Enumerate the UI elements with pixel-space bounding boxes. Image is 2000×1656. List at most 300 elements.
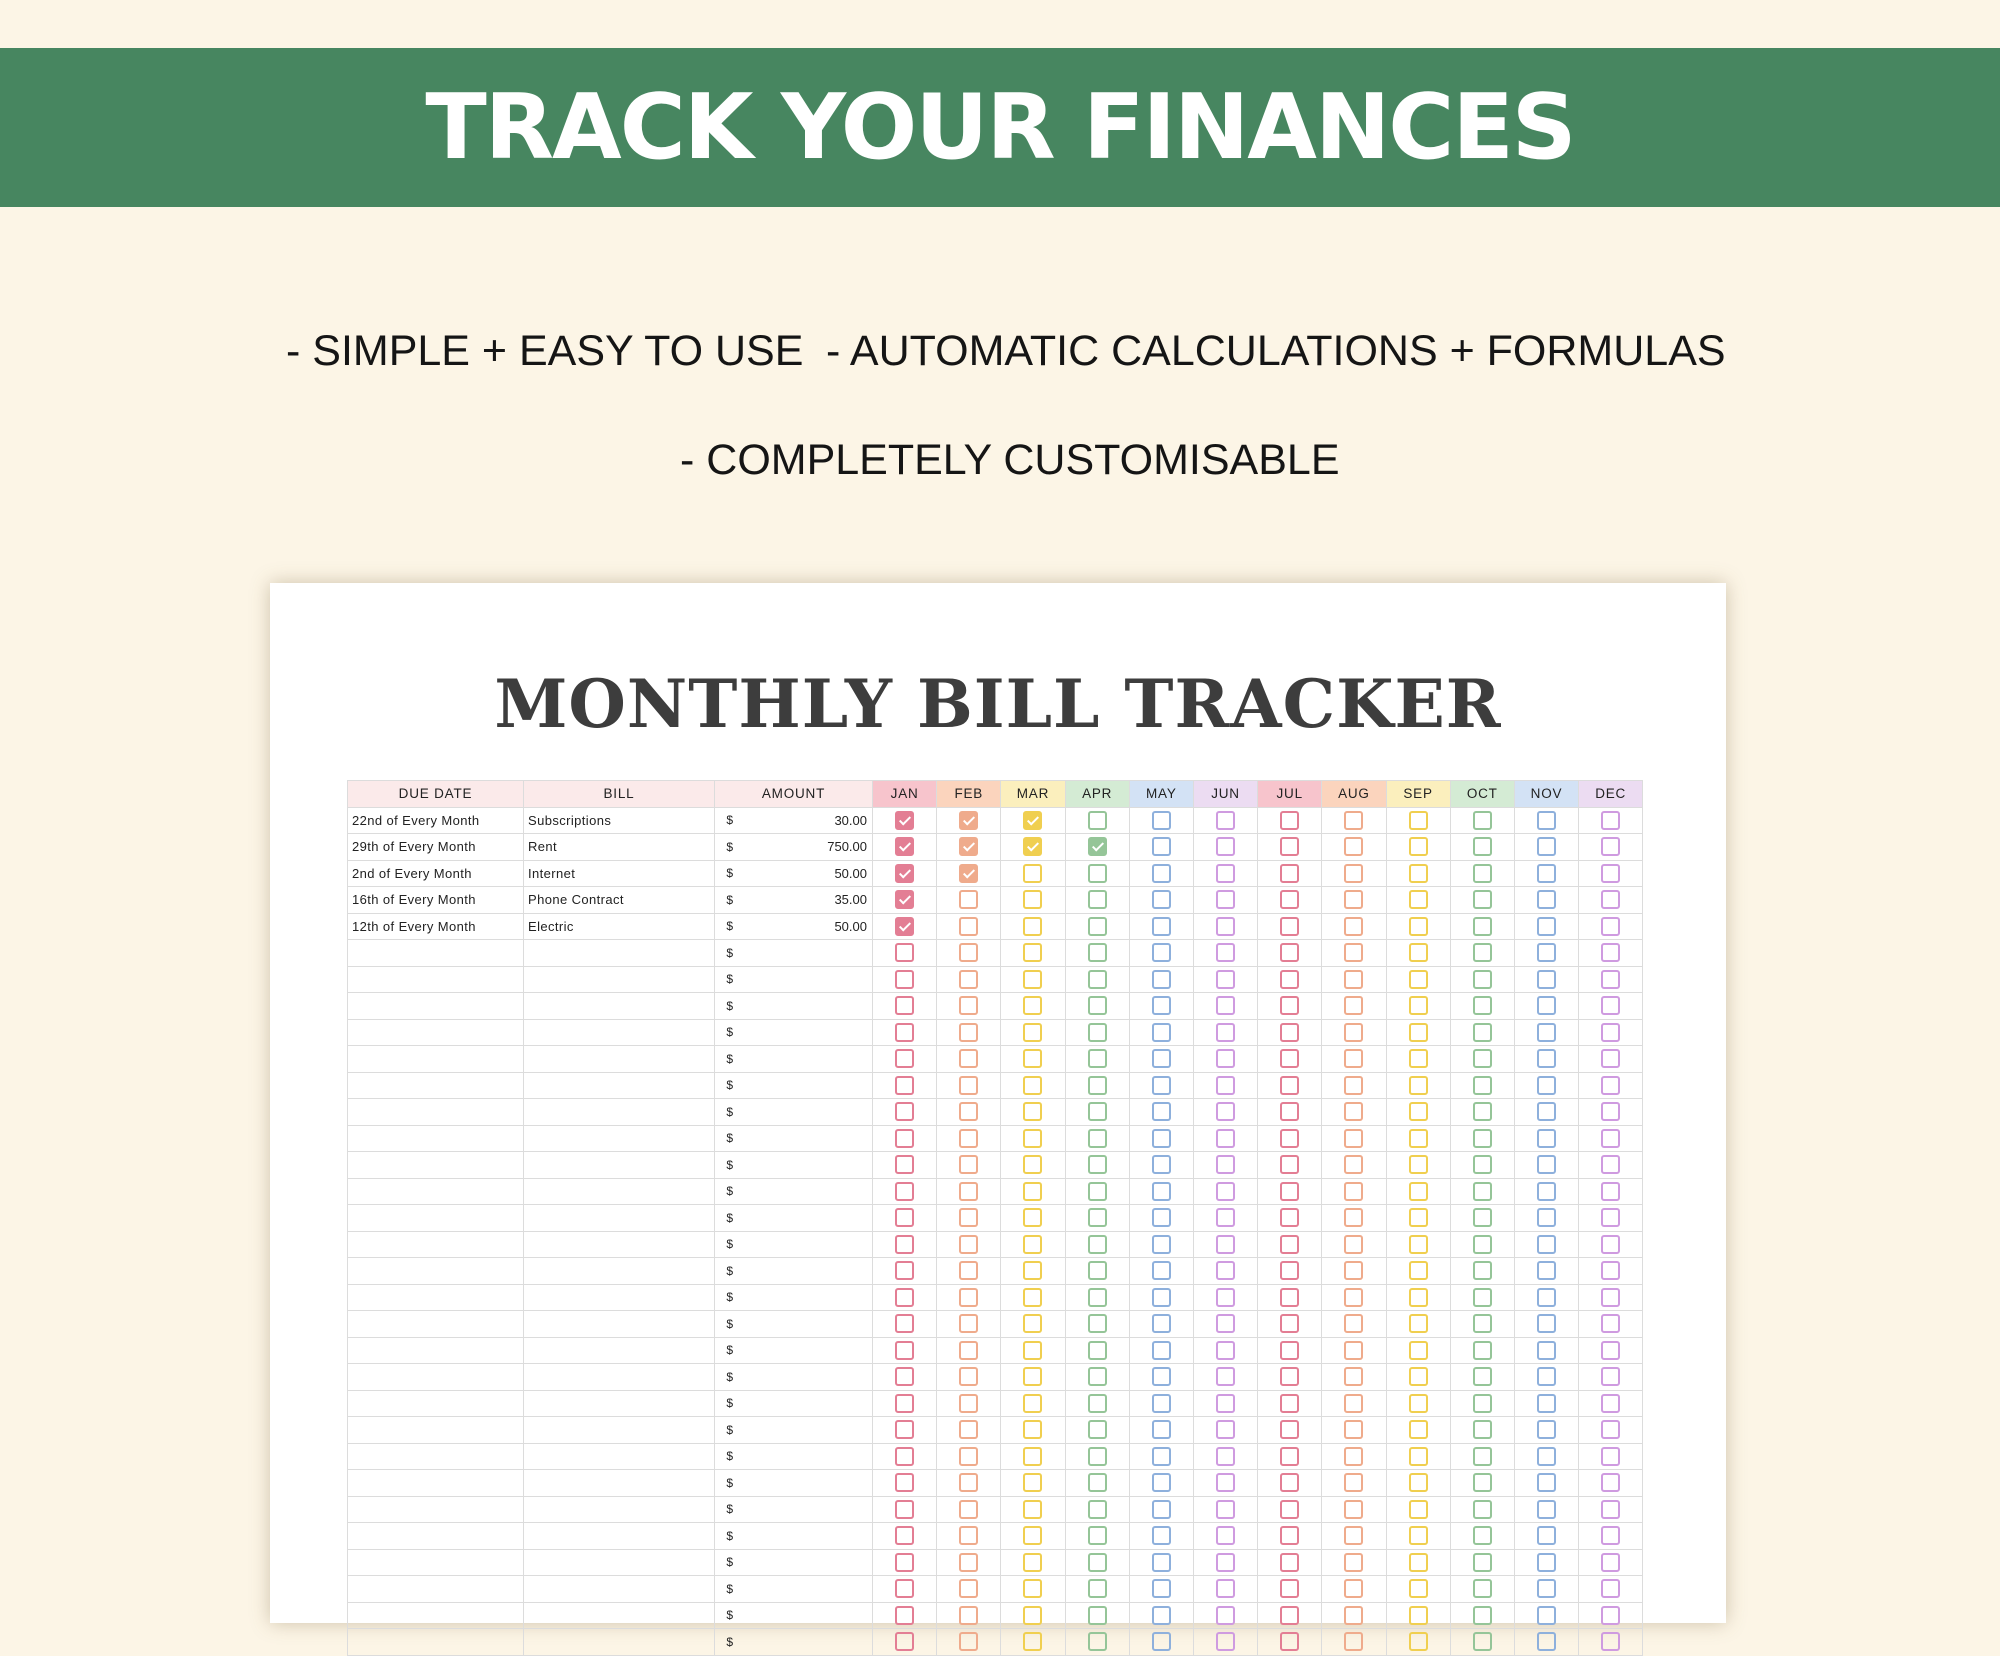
paid-checkbox[interactable] bbox=[1601, 1632, 1620, 1651]
due-date-cell[interactable] bbox=[348, 1549, 524, 1576]
paid-checkbox[interactable] bbox=[1537, 1553, 1556, 1572]
paid-checkbox[interactable] bbox=[1473, 864, 1492, 883]
bill-name-cell[interactable] bbox=[524, 1470, 715, 1497]
paid-checkbox[interactable] bbox=[1023, 1208, 1042, 1227]
paid-checkbox[interactable] bbox=[959, 1208, 978, 1227]
due-date-cell[interactable] bbox=[348, 1576, 524, 1603]
paid-checkbox[interactable] bbox=[1023, 1341, 1042, 1360]
due-date-cell[interactable] bbox=[348, 966, 524, 993]
paid-checkbox[interactable] bbox=[959, 917, 978, 936]
paid-checkbox[interactable] bbox=[1216, 1314, 1235, 1333]
paid-checkbox[interactable] bbox=[1409, 1632, 1428, 1651]
bill-name-cell[interactable] bbox=[524, 1602, 715, 1629]
paid-checkbox[interactable] bbox=[1152, 996, 1171, 1015]
paid-checkbox[interactable] bbox=[1023, 1182, 1042, 1201]
paid-checkbox[interactable] bbox=[1601, 1367, 1620, 1386]
paid-checkbox[interactable] bbox=[959, 943, 978, 962]
amount-cell[interactable] bbox=[745, 1629, 873, 1656]
paid-checkbox[interactable] bbox=[1023, 1367, 1042, 1386]
paid-checkbox[interactable] bbox=[1280, 1314, 1299, 1333]
paid-checkbox[interactable] bbox=[1088, 1553, 1107, 1572]
paid-checkbox[interactable] bbox=[959, 1288, 978, 1307]
paid-checkbox[interactable] bbox=[1280, 890, 1299, 909]
paid-checkbox[interactable] bbox=[1344, 917, 1363, 936]
paid-checkbox[interactable] bbox=[1152, 1341, 1171, 1360]
due-date-cell[interactable] bbox=[348, 1231, 524, 1258]
due-date-cell[interactable] bbox=[348, 940, 524, 967]
paid-checkbox[interactable] bbox=[1152, 1579, 1171, 1598]
paid-checkbox[interactable] bbox=[1088, 970, 1107, 989]
paid-checkbox[interactable] bbox=[895, 1553, 914, 1572]
amount-cell[interactable] bbox=[745, 1311, 873, 1338]
paid-checkbox[interactable] bbox=[1280, 837, 1299, 856]
due-date-cell[interactable] bbox=[348, 1364, 524, 1391]
paid-checkbox[interactable] bbox=[1344, 1261, 1363, 1280]
paid-checkbox[interactable] bbox=[1152, 1632, 1171, 1651]
paid-checkbox[interactable] bbox=[959, 811, 978, 830]
paid-checkbox[interactable] bbox=[959, 1632, 978, 1651]
paid-checkbox[interactable] bbox=[959, 890, 978, 909]
paid-checkbox[interactable] bbox=[1152, 970, 1171, 989]
paid-checkbox[interactable] bbox=[1216, 1500, 1235, 1519]
bill-name-cell[interactable] bbox=[524, 1311, 715, 1338]
paid-checkbox[interactable] bbox=[1409, 1182, 1428, 1201]
paid-checkbox[interactable] bbox=[1280, 1579, 1299, 1598]
paid-checkbox[interactable] bbox=[1409, 811, 1428, 830]
paid-checkbox[interactable] bbox=[959, 1076, 978, 1095]
paid-checkbox[interactable] bbox=[959, 1102, 978, 1121]
paid-checkbox[interactable] bbox=[1473, 1632, 1492, 1651]
paid-checkbox[interactable] bbox=[1023, 1023, 1042, 1042]
paid-checkbox[interactable] bbox=[1152, 1076, 1171, 1095]
paid-checkbox[interactable] bbox=[1601, 864, 1620, 883]
bill-name-cell[interactable] bbox=[524, 1125, 715, 1152]
bill-name-cell[interactable] bbox=[524, 1258, 715, 1285]
paid-checkbox[interactable] bbox=[1537, 996, 1556, 1015]
paid-checkbox[interactable] bbox=[1409, 1288, 1428, 1307]
paid-checkbox[interactable] bbox=[1601, 1473, 1620, 1492]
paid-checkbox[interactable] bbox=[1344, 943, 1363, 962]
paid-checkbox[interactable] bbox=[1473, 1208, 1492, 1227]
paid-checkbox[interactable] bbox=[1601, 943, 1620, 962]
paid-checkbox[interactable] bbox=[1216, 1341, 1235, 1360]
paid-checkbox[interactable] bbox=[1344, 1420, 1363, 1439]
paid-checkbox[interactable] bbox=[959, 1049, 978, 1068]
paid-checkbox[interactable] bbox=[1409, 1314, 1428, 1333]
paid-checkbox[interactable] bbox=[959, 1500, 978, 1519]
paid-checkbox[interactable] bbox=[1152, 1367, 1171, 1386]
paid-checkbox[interactable] bbox=[1473, 943, 1492, 962]
paid-checkbox[interactable] bbox=[959, 837, 978, 856]
paid-checkbox[interactable] bbox=[1409, 996, 1428, 1015]
paid-checkbox[interactable] bbox=[895, 1182, 914, 1201]
paid-checkbox[interactable] bbox=[1473, 1261, 1492, 1280]
paid-checkbox[interactable] bbox=[1473, 1341, 1492, 1360]
amount-cell[interactable] bbox=[745, 1205, 873, 1232]
paid-checkbox[interactable] bbox=[1473, 1579, 1492, 1598]
paid-checkbox[interactable] bbox=[1344, 1473, 1363, 1492]
paid-checkbox[interactable] bbox=[1601, 1208, 1620, 1227]
due-date-cell[interactable] bbox=[348, 1496, 524, 1523]
paid-checkbox[interactable] bbox=[1152, 943, 1171, 962]
paid-checkbox[interactable] bbox=[1473, 1102, 1492, 1121]
paid-checkbox[interactable] bbox=[1280, 1447, 1299, 1466]
amount-cell[interactable] bbox=[745, 1284, 873, 1311]
paid-checkbox[interactable] bbox=[1023, 1261, 1042, 1280]
paid-checkbox[interactable] bbox=[1088, 1447, 1107, 1466]
paid-checkbox[interactable] bbox=[1537, 1341, 1556, 1360]
paid-checkbox[interactable] bbox=[895, 1261, 914, 1280]
paid-checkbox[interactable] bbox=[1537, 864, 1556, 883]
due-date-cell[interactable]: 22nd of Every Month bbox=[348, 807, 524, 834]
paid-checkbox[interactable] bbox=[1537, 1447, 1556, 1466]
paid-checkbox[interactable] bbox=[1601, 1394, 1620, 1413]
paid-checkbox[interactable] bbox=[1537, 1526, 1556, 1545]
paid-checkbox[interactable] bbox=[1152, 1500, 1171, 1519]
paid-checkbox[interactable] bbox=[1537, 1367, 1556, 1386]
paid-checkbox[interactable] bbox=[895, 864, 914, 883]
paid-checkbox[interactable] bbox=[1023, 1632, 1042, 1651]
paid-checkbox[interactable] bbox=[959, 1526, 978, 1545]
paid-checkbox[interactable] bbox=[959, 1420, 978, 1439]
amount-cell[interactable] bbox=[745, 1496, 873, 1523]
paid-checkbox[interactable] bbox=[1023, 1420, 1042, 1439]
bill-name-cell[interactable]: Rent bbox=[524, 834, 715, 861]
due-date-cell[interactable] bbox=[348, 1602, 524, 1629]
paid-checkbox[interactable] bbox=[1537, 837, 1556, 856]
paid-checkbox[interactable] bbox=[959, 864, 978, 883]
paid-checkbox[interactable] bbox=[1409, 1049, 1428, 1068]
paid-checkbox[interactable] bbox=[1537, 1076, 1556, 1095]
paid-checkbox[interactable] bbox=[895, 890, 914, 909]
bill-name-cell[interactable] bbox=[524, 1390, 715, 1417]
paid-checkbox[interactable] bbox=[1601, 1500, 1620, 1519]
bill-name-cell[interactable] bbox=[524, 1046, 715, 1073]
paid-checkbox[interactable] bbox=[1088, 1182, 1107, 1201]
paid-checkbox[interactable] bbox=[1601, 1553, 1620, 1572]
paid-checkbox[interactable] bbox=[895, 1500, 914, 1519]
paid-checkbox[interactable] bbox=[1537, 1129, 1556, 1148]
amount-cell[interactable] bbox=[745, 966, 873, 993]
paid-checkbox[interactable] bbox=[1280, 1208, 1299, 1227]
bill-name-cell[interactable] bbox=[524, 1284, 715, 1311]
paid-checkbox[interactable] bbox=[1473, 1553, 1492, 1572]
paid-checkbox[interactable] bbox=[1088, 996, 1107, 1015]
paid-checkbox[interactable] bbox=[1537, 1102, 1556, 1121]
amount-cell[interactable]: 50.00 bbox=[745, 913, 873, 940]
bill-name-cell[interactable] bbox=[524, 1443, 715, 1470]
paid-checkbox[interactable] bbox=[1601, 1314, 1620, 1333]
paid-checkbox[interactable] bbox=[895, 1394, 914, 1413]
paid-checkbox[interactable] bbox=[1280, 1076, 1299, 1095]
paid-checkbox[interactable] bbox=[1152, 1314, 1171, 1333]
paid-checkbox[interactable] bbox=[1280, 1526, 1299, 1545]
paid-checkbox[interactable] bbox=[1088, 1341, 1107, 1360]
paid-checkbox[interactable] bbox=[1473, 1155, 1492, 1174]
paid-checkbox[interactable] bbox=[1088, 917, 1107, 936]
paid-checkbox[interactable] bbox=[895, 1341, 914, 1360]
paid-checkbox[interactable] bbox=[1344, 1023, 1363, 1042]
due-date-cell[interactable] bbox=[348, 1284, 524, 1311]
paid-checkbox[interactable] bbox=[1344, 1102, 1363, 1121]
paid-checkbox[interactable] bbox=[1537, 1049, 1556, 1068]
paid-checkbox[interactable] bbox=[1473, 1526, 1492, 1545]
paid-checkbox[interactable] bbox=[1473, 1288, 1492, 1307]
paid-checkbox[interactable] bbox=[1216, 864, 1235, 883]
amount-cell[interactable] bbox=[745, 1125, 873, 1152]
paid-checkbox[interactable] bbox=[1023, 1049, 1042, 1068]
paid-checkbox[interactable] bbox=[1280, 1288, 1299, 1307]
paid-checkbox[interactable] bbox=[1152, 1394, 1171, 1413]
paid-checkbox[interactable] bbox=[1409, 837, 1428, 856]
amount-cell[interactable] bbox=[745, 1390, 873, 1417]
bill-name-cell[interactable] bbox=[524, 1523, 715, 1550]
amount-cell[interactable] bbox=[745, 1602, 873, 1629]
paid-checkbox[interactable] bbox=[1216, 1473, 1235, 1492]
paid-checkbox[interactable] bbox=[1023, 1447, 1042, 1466]
bill-name-cell[interactable] bbox=[524, 1072, 715, 1099]
paid-checkbox[interactable] bbox=[1216, 1261, 1235, 1280]
paid-checkbox[interactable] bbox=[1088, 1155, 1107, 1174]
paid-checkbox[interactable] bbox=[1537, 1606, 1556, 1625]
paid-checkbox[interactable] bbox=[1344, 811, 1363, 830]
paid-checkbox[interactable] bbox=[1088, 1288, 1107, 1307]
bill-name-cell[interactable] bbox=[524, 940, 715, 967]
paid-checkbox[interactable] bbox=[1409, 1076, 1428, 1095]
paid-checkbox[interactable] bbox=[1280, 1367, 1299, 1386]
due-date-cell[interactable] bbox=[348, 1046, 524, 1073]
paid-checkbox[interactable] bbox=[1023, 1129, 1042, 1148]
amount-cell[interactable] bbox=[745, 993, 873, 1020]
paid-checkbox[interactable] bbox=[959, 1155, 978, 1174]
paid-checkbox[interactable] bbox=[1280, 1553, 1299, 1572]
paid-checkbox[interactable] bbox=[1280, 1394, 1299, 1413]
paid-checkbox[interactable] bbox=[1344, 996, 1363, 1015]
due-date-cell[interactable] bbox=[348, 1258, 524, 1285]
paid-checkbox[interactable] bbox=[1409, 1579, 1428, 1598]
paid-checkbox[interactable] bbox=[1473, 1129, 1492, 1148]
paid-checkbox[interactable] bbox=[1601, 1288, 1620, 1307]
paid-checkbox[interactable] bbox=[1280, 1023, 1299, 1042]
paid-checkbox[interactable] bbox=[1088, 864, 1107, 883]
paid-checkbox[interactable] bbox=[1280, 943, 1299, 962]
paid-checkbox[interactable] bbox=[1088, 1235, 1107, 1254]
paid-checkbox[interactable] bbox=[1088, 943, 1107, 962]
amount-cell[interactable] bbox=[745, 1178, 873, 1205]
paid-checkbox[interactable] bbox=[895, 996, 914, 1015]
due-date-cell[interactable] bbox=[348, 1470, 524, 1497]
paid-checkbox[interactable] bbox=[1409, 1235, 1428, 1254]
due-date-cell[interactable] bbox=[348, 1019, 524, 1046]
paid-checkbox[interactable] bbox=[1152, 1129, 1171, 1148]
paid-checkbox[interactable] bbox=[1537, 1155, 1556, 1174]
paid-checkbox[interactable] bbox=[1152, 917, 1171, 936]
paid-checkbox[interactable] bbox=[1344, 864, 1363, 883]
paid-checkbox[interactable] bbox=[1537, 917, 1556, 936]
paid-checkbox[interactable] bbox=[1344, 1208, 1363, 1227]
paid-checkbox[interactable] bbox=[895, 943, 914, 962]
paid-checkbox[interactable] bbox=[1537, 1023, 1556, 1042]
paid-checkbox[interactable] bbox=[1152, 1155, 1171, 1174]
paid-checkbox[interactable] bbox=[895, 1420, 914, 1439]
amount-cell[interactable] bbox=[745, 1523, 873, 1550]
paid-checkbox[interactable] bbox=[1088, 1208, 1107, 1227]
paid-checkbox[interactable] bbox=[1473, 1447, 1492, 1466]
paid-checkbox[interactable] bbox=[1537, 890, 1556, 909]
amount-cell[interactable] bbox=[745, 1443, 873, 1470]
amount-cell[interactable] bbox=[745, 1231, 873, 1258]
paid-checkbox[interactable] bbox=[1601, 811, 1620, 830]
paid-checkbox[interactable] bbox=[1473, 837, 1492, 856]
paid-checkbox[interactable] bbox=[1601, 1182, 1620, 1201]
paid-checkbox[interactable] bbox=[1088, 1526, 1107, 1545]
paid-checkbox[interactable] bbox=[959, 1394, 978, 1413]
paid-checkbox[interactable] bbox=[1537, 970, 1556, 989]
paid-checkbox[interactable] bbox=[1088, 1394, 1107, 1413]
paid-checkbox[interactable] bbox=[1344, 1632, 1363, 1651]
paid-checkbox[interactable] bbox=[1280, 811, 1299, 830]
paid-checkbox[interactable] bbox=[1023, 837, 1042, 856]
paid-checkbox[interactable] bbox=[1088, 1261, 1107, 1280]
paid-checkbox[interactable] bbox=[1088, 1314, 1107, 1333]
paid-checkbox[interactable] bbox=[1023, 943, 1042, 962]
paid-checkbox[interactable] bbox=[1023, 1288, 1042, 1307]
paid-checkbox[interactable] bbox=[1280, 1420, 1299, 1439]
paid-checkbox[interactable] bbox=[895, 837, 914, 856]
paid-checkbox[interactable] bbox=[1088, 1632, 1107, 1651]
paid-checkbox[interactable] bbox=[1152, 1526, 1171, 1545]
paid-checkbox[interactable] bbox=[959, 1235, 978, 1254]
paid-checkbox[interactable] bbox=[1280, 917, 1299, 936]
paid-checkbox[interactable] bbox=[959, 996, 978, 1015]
paid-checkbox[interactable] bbox=[1088, 1500, 1107, 1519]
paid-checkbox[interactable] bbox=[1216, 1606, 1235, 1625]
amount-cell[interactable] bbox=[745, 1337, 873, 1364]
bill-name-cell[interactable] bbox=[524, 1178, 715, 1205]
paid-checkbox[interactable] bbox=[1344, 1341, 1363, 1360]
paid-checkbox[interactable] bbox=[959, 1473, 978, 1492]
paid-checkbox[interactable] bbox=[1023, 917, 1042, 936]
paid-checkbox[interactable] bbox=[1537, 943, 1556, 962]
bill-name-cell[interactable] bbox=[524, 1205, 715, 1232]
paid-checkbox[interactable] bbox=[1537, 1420, 1556, 1439]
paid-checkbox[interactable] bbox=[1216, 1526, 1235, 1545]
paid-checkbox[interactable] bbox=[1344, 1049, 1363, 1068]
bill-name-cell[interactable] bbox=[524, 1152, 715, 1179]
paid-checkbox[interactable] bbox=[1023, 890, 1042, 909]
paid-checkbox[interactable] bbox=[1088, 1102, 1107, 1121]
paid-checkbox[interactable] bbox=[1473, 1023, 1492, 1042]
amount-cell[interactable] bbox=[745, 1364, 873, 1391]
paid-checkbox[interactable] bbox=[1344, 1394, 1363, 1413]
paid-checkbox[interactable] bbox=[1409, 1553, 1428, 1572]
paid-checkbox[interactable] bbox=[1280, 1155, 1299, 1174]
bill-name-cell[interactable] bbox=[524, 1364, 715, 1391]
paid-checkbox[interactable] bbox=[1216, 1394, 1235, 1413]
paid-checkbox[interactable] bbox=[1023, 1553, 1042, 1572]
bill-name-cell[interactable] bbox=[524, 1549, 715, 1576]
paid-checkbox[interactable] bbox=[1152, 864, 1171, 883]
paid-checkbox[interactable] bbox=[1344, 1155, 1363, 1174]
paid-checkbox[interactable] bbox=[1601, 1606, 1620, 1625]
paid-checkbox[interactable] bbox=[1601, 1155, 1620, 1174]
paid-checkbox[interactable] bbox=[1537, 1288, 1556, 1307]
paid-checkbox[interactable] bbox=[1216, 890, 1235, 909]
paid-checkbox[interactable] bbox=[1216, 837, 1235, 856]
amount-cell[interactable]: 35.00 bbox=[745, 887, 873, 914]
paid-checkbox[interactable] bbox=[1152, 1553, 1171, 1572]
paid-checkbox[interactable] bbox=[1280, 1261, 1299, 1280]
paid-checkbox[interactable] bbox=[1344, 1182, 1363, 1201]
bill-name-cell[interactable] bbox=[524, 966, 715, 993]
paid-checkbox[interactable] bbox=[895, 1606, 914, 1625]
bill-name-cell[interactable] bbox=[524, 1231, 715, 1258]
paid-checkbox[interactable] bbox=[1537, 1235, 1556, 1254]
paid-checkbox[interactable] bbox=[1537, 811, 1556, 830]
amount-cell[interactable] bbox=[745, 1549, 873, 1576]
paid-checkbox[interactable] bbox=[1023, 970, 1042, 989]
paid-checkbox[interactable] bbox=[1152, 1182, 1171, 1201]
bill-name-cell[interactable]: Subscriptions bbox=[524, 807, 715, 834]
paid-checkbox[interactable] bbox=[1473, 1500, 1492, 1519]
paid-checkbox[interactable] bbox=[1473, 1182, 1492, 1201]
paid-checkbox[interactable] bbox=[959, 1447, 978, 1466]
paid-checkbox[interactable] bbox=[1601, 996, 1620, 1015]
paid-checkbox[interactable] bbox=[895, 1288, 914, 1307]
paid-checkbox[interactable] bbox=[1152, 1261, 1171, 1280]
paid-checkbox[interactable] bbox=[1152, 1023, 1171, 1042]
paid-checkbox[interactable] bbox=[1216, 1208, 1235, 1227]
paid-checkbox[interactable] bbox=[1023, 1076, 1042, 1095]
paid-checkbox[interactable] bbox=[1023, 1579, 1042, 1598]
paid-checkbox[interactable] bbox=[1280, 996, 1299, 1015]
paid-checkbox[interactable] bbox=[1344, 1526, 1363, 1545]
paid-checkbox[interactable] bbox=[1601, 890, 1620, 909]
paid-checkbox[interactable] bbox=[1601, 1526, 1620, 1545]
paid-checkbox[interactable] bbox=[895, 1235, 914, 1254]
paid-checkbox[interactable] bbox=[1473, 890, 1492, 909]
paid-checkbox[interactable] bbox=[1088, 1367, 1107, 1386]
paid-checkbox[interactable] bbox=[1152, 1102, 1171, 1121]
paid-checkbox[interactable] bbox=[1601, 1023, 1620, 1042]
paid-checkbox[interactable] bbox=[959, 1553, 978, 1572]
due-date-cell[interactable]: 16th of Every Month bbox=[348, 887, 524, 914]
paid-checkbox[interactable] bbox=[895, 1526, 914, 1545]
paid-checkbox[interactable] bbox=[1216, 1235, 1235, 1254]
bill-name-cell[interactable]: Electric bbox=[524, 913, 715, 940]
paid-checkbox[interactable] bbox=[1280, 1102, 1299, 1121]
amount-cell[interactable] bbox=[745, 1152, 873, 1179]
amount-cell[interactable]: 50.00 bbox=[745, 860, 873, 887]
paid-checkbox[interactable] bbox=[1023, 864, 1042, 883]
due-date-cell[interactable] bbox=[348, 1523, 524, 1550]
paid-checkbox[interactable] bbox=[895, 917, 914, 936]
due-date-cell[interactable] bbox=[348, 1311, 524, 1338]
paid-checkbox[interactable] bbox=[1601, 837, 1620, 856]
bill-name-cell[interactable] bbox=[524, 1576, 715, 1603]
due-date-cell[interactable] bbox=[348, 1125, 524, 1152]
paid-checkbox[interactable] bbox=[1537, 1500, 1556, 1519]
paid-checkbox[interactable] bbox=[1344, 1500, 1363, 1519]
paid-checkbox[interactable] bbox=[1537, 1394, 1556, 1413]
paid-checkbox[interactable] bbox=[1152, 811, 1171, 830]
amount-cell[interactable] bbox=[745, 1072, 873, 1099]
paid-checkbox[interactable] bbox=[1216, 1579, 1235, 1598]
paid-checkbox[interactable] bbox=[1023, 1314, 1042, 1333]
paid-checkbox[interactable] bbox=[1537, 1261, 1556, 1280]
paid-checkbox[interactable] bbox=[1023, 1473, 1042, 1492]
paid-checkbox[interactable] bbox=[1216, 811, 1235, 830]
